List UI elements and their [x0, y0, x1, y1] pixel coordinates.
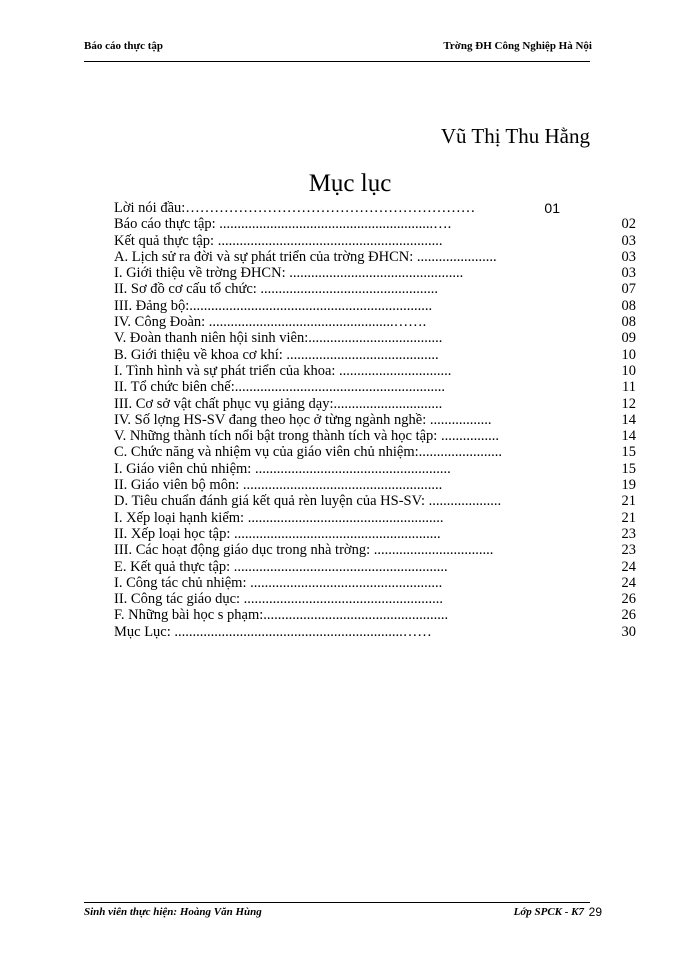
toc-entry [114, 624, 636, 640]
toc-entry-page: 24 [621, 558, 636, 575]
toc-entry-label [114, 379, 602, 395]
toc-entry-text: I. Giáo viên chủ nhiệm: [114, 460, 255, 477]
toc-entry-leader: ................ [440, 428, 499, 445]
toc-entry-leader: ....................... [418, 444, 503, 461]
toc-entry-text: II. Sơ đồ cơ cấu tổ chức: [114, 281, 261, 298]
toc-entry-text: IV. Số lợng HS-SV đang theo học ở từng ngành nghề: [114, 411, 430, 428]
toc-entry-label [114, 347, 602, 363]
toc-entry-label [114, 607, 602, 623]
toc-entry-label [114, 233, 602, 249]
toc-entry-page: 21 [621, 493, 636, 510]
header-rule [84, 61, 590, 62]
toc-entry-leader: ..................................................... [250, 574, 443, 591]
toc-entry [114, 461, 636, 477]
toc-entry-label [114, 298, 602, 314]
toc-entry-text: Kết quả thực tập: [114, 232, 218, 249]
toc-entry-leader: ........................................................... [233, 558, 448, 575]
toc-entry-page: 23 [621, 542, 636, 559]
toc-entry [114, 281, 636, 297]
toc-entry-label [114, 200, 526, 216]
author-name: Vũ Thị Thu Hằng [440, 124, 590, 148]
toc-entry-page: 03 [621, 248, 636, 265]
toc-entry-page: 09 [621, 330, 636, 347]
toc-entry-page: 19 [621, 477, 636, 494]
toc-entry-text: Báo cáo thực tập: [114, 216, 220, 233]
toc-entry-label [114, 314, 602, 330]
header-university: Trờng ĐH Công Nghiệp Hà Nội [443, 40, 592, 52]
toc-entry-leader: ....................................................... [243, 591, 444, 608]
toc-entry-text: II. Xếp loại học tập: [114, 525, 234, 542]
toc-entry-leader: ..................................... [308, 330, 443, 347]
toc-entry [114, 396, 636, 412]
toc-entry-page: 15 [621, 460, 636, 477]
toc-entry-text: III. Đảng bộ: [114, 297, 190, 314]
toc-entry-page: 10 [621, 362, 636, 379]
toc-entry-page: 03 [621, 232, 636, 249]
toc-entry-label [114, 428, 602, 444]
toc-entry [114, 298, 636, 314]
toc-entry-leader: .................... [428, 493, 502, 510]
toc-entry-label [114, 216, 602, 232]
toc-entry-page: 24 [621, 574, 636, 591]
toc-entry-page: 30 [621, 623, 636, 640]
toc-entry-label [114, 542, 602, 558]
toc-entry-text: I. Công tác chủ nhiệm: [114, 574, 251, 591]
toc-entry-text: D. Tiêu chuẩn đánh giá kết quả rèn luyện của HS-SV: [114, 493, 429, 510]
toc-entry-text: I. Giới thiệu về trờng ĐHCN: [114, 265, 290, 282]
toc-entry-leader: ....................................................... [242, 477, 443, 494]
toc-entry-label [114, 444, 602, 460]
toc-entry [114, 412, 636, 428]
toc-entry-leader: .............................. [333, 395, 443, 412]
toc-entry [114, 233, 636, 249]
toc-entry-leader: ................................................ [289, 265, 464, 282]
footer-rule [84, 902, 590, 903]
toc-entry-page: 11 [622, 379, 636, 396]
toc-entry-label [114, 477, 602, 493]
toc-entry-leader: ...................................................... [247, 509, 444, 526]
toc-entry-leader: .......................................... [286, 346, 439, 363]
toc-entry [114, 379, 636, 395]
toc-entry [114, 363, 636, 379]
toc-entry-leader: .............................................................. [217, 232, 443, 249]
page-title: Mục lục [308, 170, 392, 197]
toc-entry-leader: ................................................... [263, 607, 449, 624]
toc-entry-leader: ................................................................... [189, 297, 433, 314]
toc-entry-leader: ......................................................... [234, 525, 441, 542]
footer-page-number: 29 [588, 905, 602, 919]
footer-class: Lớp SPCK - K7 [513, 906, 584, 918]
toc-entry-page: 08 [621, 297, 636, 314]
toc-entry-label [114, 363, 602, 379]
toc-entry [114, 314, 636, 330]
toc-entry-text: III. Cơ sở vật chất phục vụ giảng dạy: [114, 395, 334, 412]
toc-entry-text: E. Kết quả thực tập: [114, 558, 234, 575]
toc-entry-label [114, 265, 602, 281]
toc-entry [114, 444, 636, 460]
toc-entry-text: I. Xếp loại hạnh kiểm: [114, 509, 248, 526]
toc-entry-text: II. Công tác giáo dục: [114, 591, 244, 608]
toc-entry-page: 21 [621, 509, 636, 526]
toc-entry [114, 200, 636, 216]
toc-entry [114, 265, 636, 281]
toc-entry-label [114, 493, 602, 509]
toc-entry [114, 526, 636, 542]
toc-entry-page: 23 [621, 525, 636, 542]
toc-entry-page: 15 [621, 444, 636, 461]
toc-entry [114, 428, 636, 444]
toc-entry-text: C. Chức năng và nhiệm vụ của giáo viên chủ nhiệm: [114, 444, 419, 461]
footer-student: Sinh viên thực hiện: Hoàng Văn Hùng [84, 906, 262, 918]
toc-entry-text: III. Các hoạt động giáo dục trong nhà trờng: [114, 542, 374, 559]
toc-entry [114, 607, 636, 623]
toc-entry-label [114, 396, 602, 412]
toc-entry-leader: ...................... [416, 248, 497, 265]
table-of-contents [114, 200, 636, 640]
toc-entry-leader: …………………………………………………… [185, 200, 476, 216]
toc-entry-page: 12 [621, 395, 636, 412]
toc-entry-leader: ................................. [373, 542, 494, 559]
toc-entry-text: F. Những bài học s phạm: [114, 607, 264, 624]
toc-entry-label [114, 591, 602, 607]
toc-entry-text: V. Đoàn thanh niên hội sinh viên: [114, 330, 309, 347]
toc-entry-label [114, 575, 602, 591]
toc-entry-label [114, 412, 602, 428]
header-report-title: Báo cáo thực tập [84, 40, 164, 52]
toc-entry [114, 575, 636, 591]
toc-entry-page: 26 [621, 591, 636, 608]
toc-entry [114, 216, 636, 232]
toc-entry-page: 14 [621, 428, 636, 445]
toc-entry-leader: ................. [429, 411, 492, 428]
toc-entry-label [114, 461, 602, 477]
toc-entry-page: 07 [621, 281, 636, 298]
toc-entry-leader: .......................................................... [234, 379, 445, 396]
toc-entry-label [114, 559, 602, 575]
toc-entry-leader: ...........................................................…. [219, 216, 452, 233]
toc-entry [114, 249, 636, 265]
toc-entry-page: 01 [544, 200, 560, 216]
toc-entry [114, 559, 636, 575]
toc-entry-page: 08 [621, 314, 636, 331]
toc-entry-leader: ...................................................……. [208, 314, 427, 331]
toc-entry-text: Mục Lục: [114, 623, 175, 640]
toc-entry-text: I. Tình hình và sự phát triển của khoa: [114, 362, 340, 379]
toc-entry-text: A. Lịch sử ra đời và sự phát triển của trờng ĐHCN: [114, 248, 417, 265]
toc-entry-leader: ...................................................... [254, 460, 451, 477]
toc-entry [114, 330, 636, 346]
toc-entry-label [114, 281, 602, 297]
toc-entry-page: 10 [621, 346, 636, 363]
toc-entry-leader: ...............................................................…… [174, 623, 432, 640]
toc-entry [114, 542, 636, 558]
toc-entry [114, 347, 636, 363]
toc-entry-page: 03 [621, 265, 636, 282]
toc-entry-label [114, 526, 602, 542]
toc-entry [114, 477, 636, 493]
toc-entry-text: Lời nói đầu: [114, 200, 186, 216]
toc-entry-page: 14 [621, 411, 636, 428]
toc-entry-leader: ................................................. [260, 281, 439, 298]
toc-entry [114, 510, 636, 526]
toc-entry-text: B. Giới thiệu về khoa cơ khí: [114, 346, 287, 363]
toc-entry-text: IV. Công Đoàn: [114, 314, 209, 331]
toc-entry [114, 493, 636, 509]
toc-entry-label [114, 249, 602, 265]
page-footer [84, 906, 616, 926]
toc-entry-leader: ............................... [339, 362, 452, 379]
toc-entry-text: V. Những thành tích nổi bật trong thành tích và học tập: [114, 428, 441, 445]
toc-entry-page: 26 [621, 607, 636, 624]
toc-entry-text: II. Tổ chức biên chế: [114, 379, 235, 396]
toc-entry-label [114, 330, 602, 346]
toc-entry-page: 02 [621, 216, 636, 233]
toc-entry-label [114, 510, 602, 526]
toc-entry-text: II. Giáo viên bộ môn: [114, 477, 243, 494]
toc-entry-label [114, 624, 602, 640]
page-header [84, 40, 592, 60]
toc-entry [114, 591, 636, 607]
